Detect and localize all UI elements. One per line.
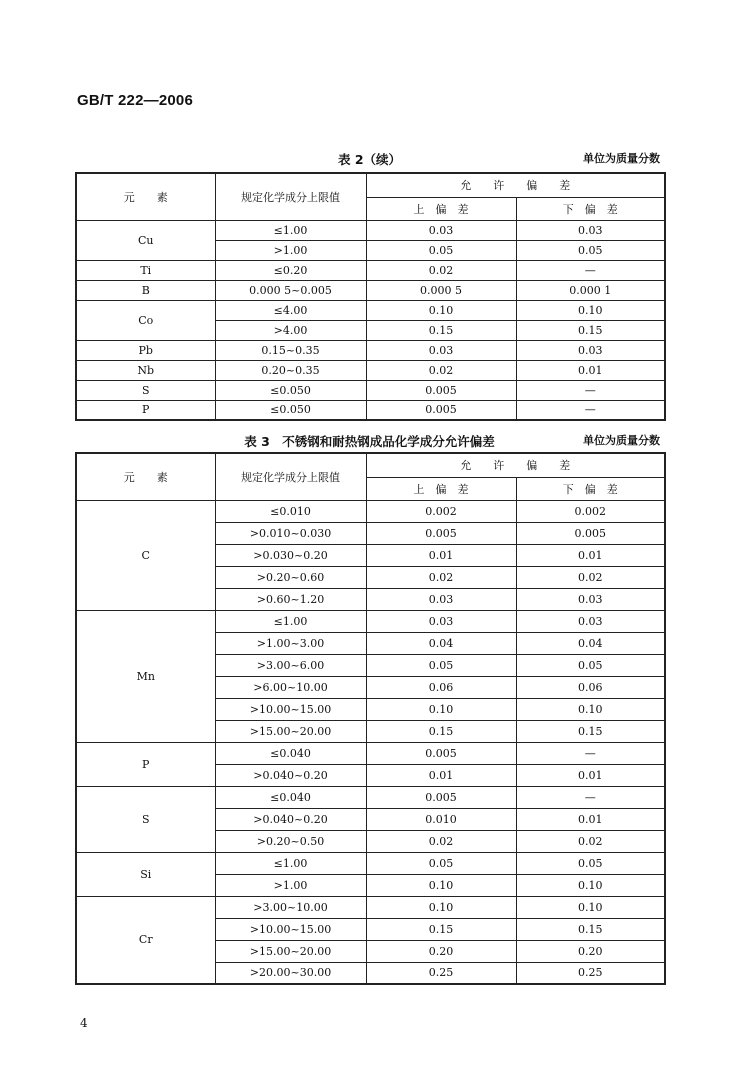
- limit-cell: >1.00: [215, 874, 366, 896]
- table-row: [76, 260, 665, 280]
- table-row: [76, 300, 665, 320]
- upper-deviation-cell: 0.005: [366, 380, 516, 400]
- element-cell: S: [76, 380, 215, 400]
- element-cell: S: [76, 786, 215, 852]
- limit-cell: >0.040~0.20: [215, 808, 366, 830]
- table-row: [76, 742, 665, 764]
- lower-deviation-cell: 0.01: [516, 360, 665, 380]
- limit-cell: >0.010~0.030: [215, 522, 366, 544]
- element-cell: Cr: [76, 896, 215, 984]
- upper-deviation-cell: 0.03: [366, 588, 516, 610]
- limit-cell: >0.60~1.20: [215, 588, 366, 610]
- lower-deviation-cell: 0.10: [516, 874, 665, 896]
- upper-deviation-cell: 0.15: [366, 720, 516, 742]
- table-row: [76, 852, 665, 874]
- element-cell: Pb: [76, 340, 215, 360]
- table-row: [76, 220, 665, 240]
- element-cell: Nb: [76, 360, 215, 380]
- table-row: [76, 786, 665, 808]
- lower-deviation-cell: 0.20: [516, 940, 665, 962]
- lower-deviation-cell: —: [516, 400, 665, 420]
- upper-deviation-cell: 0.005: [366, 742, 516, 764]
- limit-cell: >15.00~20.00: [215, 720, 366, 742]
- limit-cell: >6.00~10.00: [215, 676, 366, 698]
- upper-deviation-cell: 0.01: [366, 544, 516, 566]
- lower-deviation-cell: 0.15: [516, 918, 665, 940]
- table2-caption: [75, 150, 664, 168]
- upper-deviation-cell: 0.10: [366, 896, 516, 918]
- lower-deviation-cell: 0.01: [516, 544, 665, 566]
- element-cell: Ti: [76, 260, 215, 280]
- lower-deviation-cell: 0.03: [516, 220, 665, 240]
- limit-cell: ≤1.00: [215, 220, 366, 240]
- lower-deviation-cell: —: [516, 786, 665, 808]
- limit-cell: 0.15~0.35: [215, 340, 366, 360]
- lower-deviation-cell: 0.02: [516, 566, 665, 588]
- upper-deviation-cell: 0.05: [366, 852, 516, 874]
- header-upper-limit: 规定化学成分上限值: [215, 453, 366, 500]
- lower-deviation-cell: 0.01: [516, 764, 665, 786]
- limit-cell: >0.20~0.50: [215, 830, 366, 852]
- limit-cell: ≤0.040: [215, 742, 366, 764]
- lower-deviation-cell: 0.05: [516, 240, 665, 260]
- limit-cell: ≤4.00: [215, 300, 366, 320]
- upper-deviation-cell: 0.10: [366, 300, 516, 320]
- lower-deviation-cell: 0.03: [516, 340, 665, 360]
- element-cell: Cu: [76, 220, 215, 260]
- table-row: [76, 340, 665, 360]
- limit-cell: ≤1.00: [215, 852, 366, 874]
- lower-deviation-cell: 0.25: [516, 962, 665, 984]
- upper-deviation-cell: 0.02: [366, 566, 516, 588]
- upper-deviation-cell: 0.25: [366, 962, 516, 984]
- lower-deviation-cell: 0.10: [516, 300, 665, 320]
- table-row: [76, 896, 665, 918]
- lower-deviation-cell: 0.005: [516, 522, 665, 544]
- lower-deviation-cell: 0.03: [516, 588, 665, 610]
- upper-deviation-cell: 0.005: [366, 786, 516, 808]
- limit-cell: ≤0.040: [215, 786, 366, 808]
- upper-deviation-cell: 0.03: [366, 610, 516, 632]
- header-lower-deviation: 下 偏 差: [516, 477, 665, 500]
- header-tolerance: 允 许 偏 差: [366, 173, 665, 197]
- upper-deviation-cell: 0.005: [366, 400, 516, 420]
- limit-cell: >0.040~0.20: [215, 764, 366, 786]
- limit-cell: ≤0.050: [215, 400, 366, 420]
- lower-deviation-cell: 0.02: [516, 830, 665, 852]
- element-cell: Co: [76, 300, 215, 340]
- table3-title: 表 3 不锈钢和耐热钢成品化学成分允许偏差: [244, 434, 495, 449]
- lower-deviation-cell: 0.15: [516, 720, 665, 742]
- limit-cell: ≤0.050: [215, 380, 366, 400]
- lower-deviation-cell: 0.06: [516, 676, 665, 698]
- upper-deviation-cell: 0.02: [366, 260, 516, 280]
- lower-deviation-cell: 0.05: [516, 654, 665, 676]
- header-lower-deviation: 下 偏 差: [516, 197, 665, 220]
- limit-cell: >3.00~10.00: [215, 896, 366, 918]
- element-cell: P: [76, 400, 215, 420]
- limit-cell: >3.00~6.00: [215, 654, 366, 676]
- limit-cell: >10.00~15.00: [215, 698, 366, 720]
- element-cell: B: [76, 280, 215, 300]
- upper-deviation-cell: 0.01: [366, 764, 516, 786]
- lower-deviation-cell: —: [516, 742, 665, 764]
- header-upper-deviation: 上 偏 差: [366, 197, 516, 220]
- table3-body: [76, 500, 665, 984]
- element-cell: P: [76, 742, 215, 786]
- lower-deviation-cell: —: [516, 260, 665, 280]
- limit-cell: >1.00: [215, 240, 366, 260]
- upper-deviation-cell: 0.05: [366, 654, 516, 676]
- upper-deviation-cell: 0.02: [366, 360, 516, 380]
- element-cell: C: [76, 500, 215, 610]
- lower-deviation-cell: 0.03: [516, 610, 665, 632]
- limit-cell: ≤0.20: [215, 260, 366, 280]
- lower-deviation-cell: 0.05: [516, 852, 665, 874]
- limit-cell: ≤1.00: [215, 610, 366, 632]
- header-upper-limit: 规定化学成分上限值: [215, 173, 366, 220]
- table3-unit: 单位为质量分数: [583, 434, 660, 447]
- header-tolerance: 允 许 偏 差: [366, 453, 665, 477]
- lower-deviation-cell: 0.000 1: [516, 280, 665, 300]
- table2-title: 表 2（续）: [337, 152, 402, 167]
- upper-deviation-cell: 0.04: [366, 632, 516, 654]
- limit-cell: 0.20~0.35: [215, 360, 366, 380]
- table-row: [76, 610, 665, 632]
- header-element: 元 素: [76, 173, 215, 220]
- upper-deviation-cell: 0.10: [366, 874, 516, 896]
- table3: [75, 452, 666, 985]
- table2-unit: 单位为质量分数: [583, 152, 660, 165]
- limit-cell: >10.00~15.00: [215, 918, 366, 940]
- table3-caption: [75, 432, 664, 450]
- lower-deviation-cell: 0.04: [516, 632, 665, 654]
- table2-body: [76, 220, 665, 420]
- lower-deviation-cell: —: [516, 380, 665, 400]
- upper-deviation-cell: 0.002: [366, 500, 516, 522]
- upper-deviation-cell: 0.10: [366, 698, 516, 720]
- upper-deviation-cell: 0.03: [366, 340, 516, 360]
- table-row: [76, 280, 665, 300]
- lower-deviation-cell: 0.10: [516, 698, 665, 720]
- lower-deviation-cell: 0.002: [516, 500, 665, 522]
- table-row: [76, 380, 665, 400]
- element-cell: Si: [76, 852, 215, 896]
- limit-cell: >15.00~20.00: [215, 940, 366, 962]
- limit-cell: >20.00~30.00: [215, 962, 366, 984]
- header-upper-deviation: 上 偏 差: [366, 477, 516, 500]
- table2: [75, 172, 666, 421]
- lower-deviation-cell: 0.10: [516, 896, 665, 918]
- lower-deviation-cell: 0.15: [516, 320, 665, 340]
- page-number: 4: [80, 1016, 88, 1030]
- upper-deviation-cell: 0.15: [366, 320, 516, 340]
- upper-deviation-cell: 0.05: [366, 240, 516, 260]
- upper-deviation-cell: 0.15: [366, 918, 516, 940]
- standard-code: GB/T 222—2006: [77, 92, 193, 109]
- element-cell: Mn: [76, 610, 215, 742]
- upper-deviation-cell: 0.000 5: [366, 280, 516, 300]
- limit-cell: >0.20~0.60: [215, 566, 366, 588]
- limit-cell: >1.00~3.00: [215, 632, 366, 654]
- limit-cell: ≤0.010: [215, 500, 366, 522]
- upper-deviation-cell: 0.06: [366, 676, 516, 698]
- upper-deviation-cell: 0.02: [366, 830, 516, 852]
- table-row: [76, 360, 665, 380]
- lower-deviation-cell: 0.01: [516, 808, 665, 830]
- limit-cell: 0.000 5~0.005: [215, 280, 366, 300]
- header-element: 元 素: [76, 453, 215, 500]
- upper-deviation-cell: 0.005: [366, 522, 516, 544]
- upper-deviation-cell: 0.03: [366, 220, 516, 240]
- table-row: [76, 400, 665, 420]
- limit-cell: >0.030~0.20: [215, 544, 366, 566]
- table-row: [76, 500, 665, 522]
- upper-deviation-cell: 0.20: [366, 940, 516, 962]
- upper-deviation-cell: 0.010: [366, 808, 516, 830]
- limit-cell: >4.00: [215, 320, 366, 340]
